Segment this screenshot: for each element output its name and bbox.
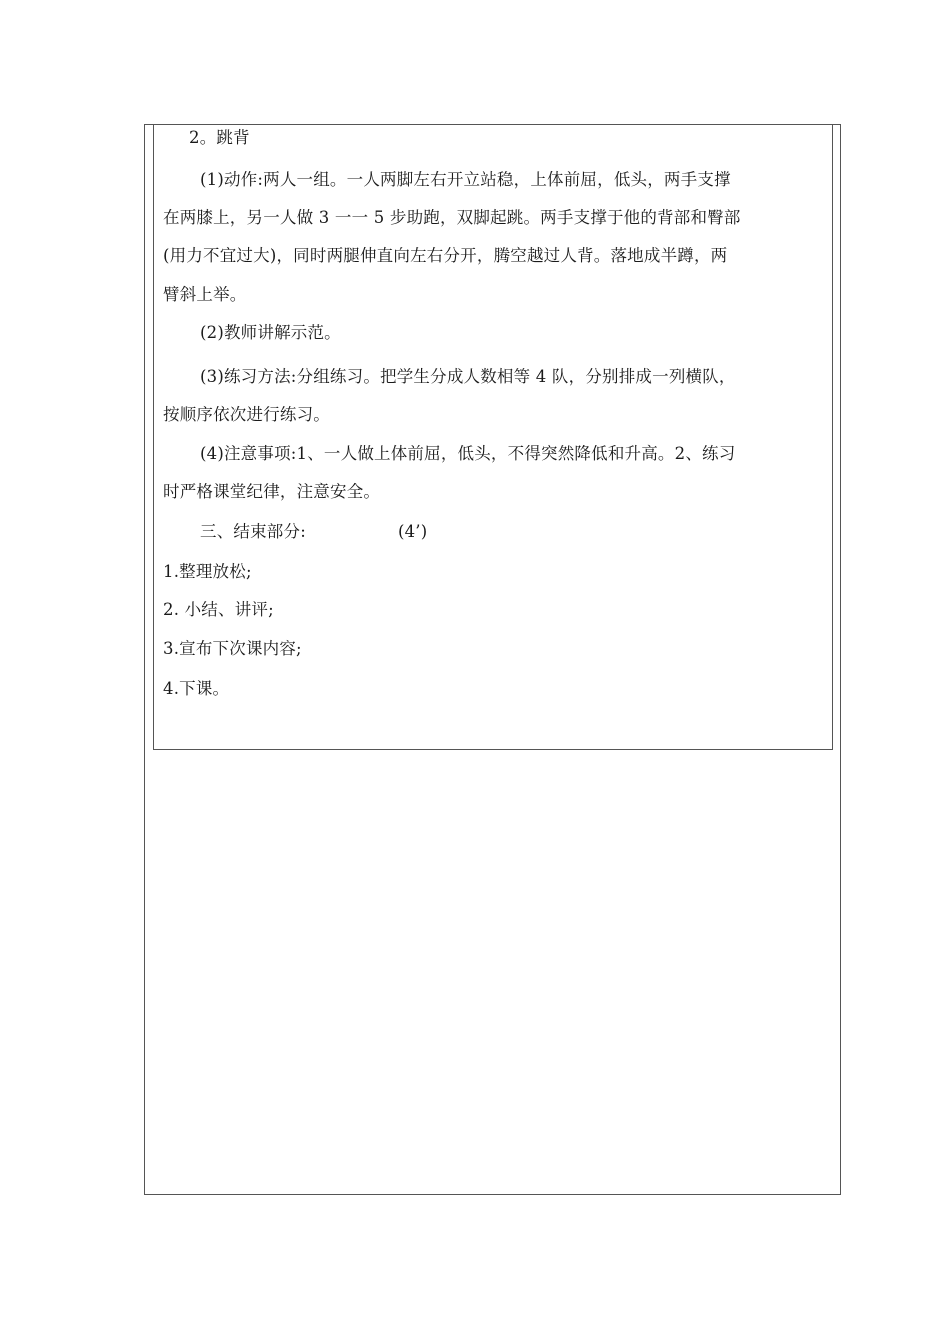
list-item: 1.整理放松; bbox=[163, 562, 252, 581]
section-heading: 2。跳背 bbox=[189, 128, 250, 147]
item2: (2)教师讲解示范。 bbox=[200, 323, 341, 342]
item1-line1: (1)动作:两人一组。一人两脚左右开立站稳，上体前屈，低头，两手支撑 bbox=[200, 170, 731, 189]
list-item: 4.下课。 bbox=[163, 679, 230, 698]
item3-line1: (3)练习方法:分组练习。把学生分成人数相等 4 队，分别排成一列横队， bbox=[200, 367, 736, 386]
item3-line2: 按顺序依次进行练习。 bbox=[163, 405, 330, 424]
part3-time: (4’) bbox=[397, 522, 428, 541]
list-item: 2. 小结、讲评; bbox=[163, 600, 274, 619]
item4-line1: (4)注意事项:1、一人做上体前屈，低头，不得突然降低和升高。2、练习 bbox=[200, 444, 736, 463]
item1-line3: (用力不宜过大)，同时两腿伸直向左右分开，腾空越过人背。落地成半蹲，两 bbox=[163, 246, 728, 265]
item4-line2: 时严格课堂纪律，注意安全。 bbox=[163, 482, 381, 501]
part3-title: 三、结束部分: bbox=[200, 522, 306, 541]
list-item: 3.宣布下次课内容; bbox=[163, 639, 302, 658]
item1-line4: 臂斜上举。 bbox=[163, 285, 247, 304]
part3-heading bbox=[163, 522, 427, 542]
item1-line2: 在两膝上，另一人做 3 一一 5 步助跑，双脚起跳。两手支撑于他的背部和臀部 bbox=[163, 208, 741, 227]
